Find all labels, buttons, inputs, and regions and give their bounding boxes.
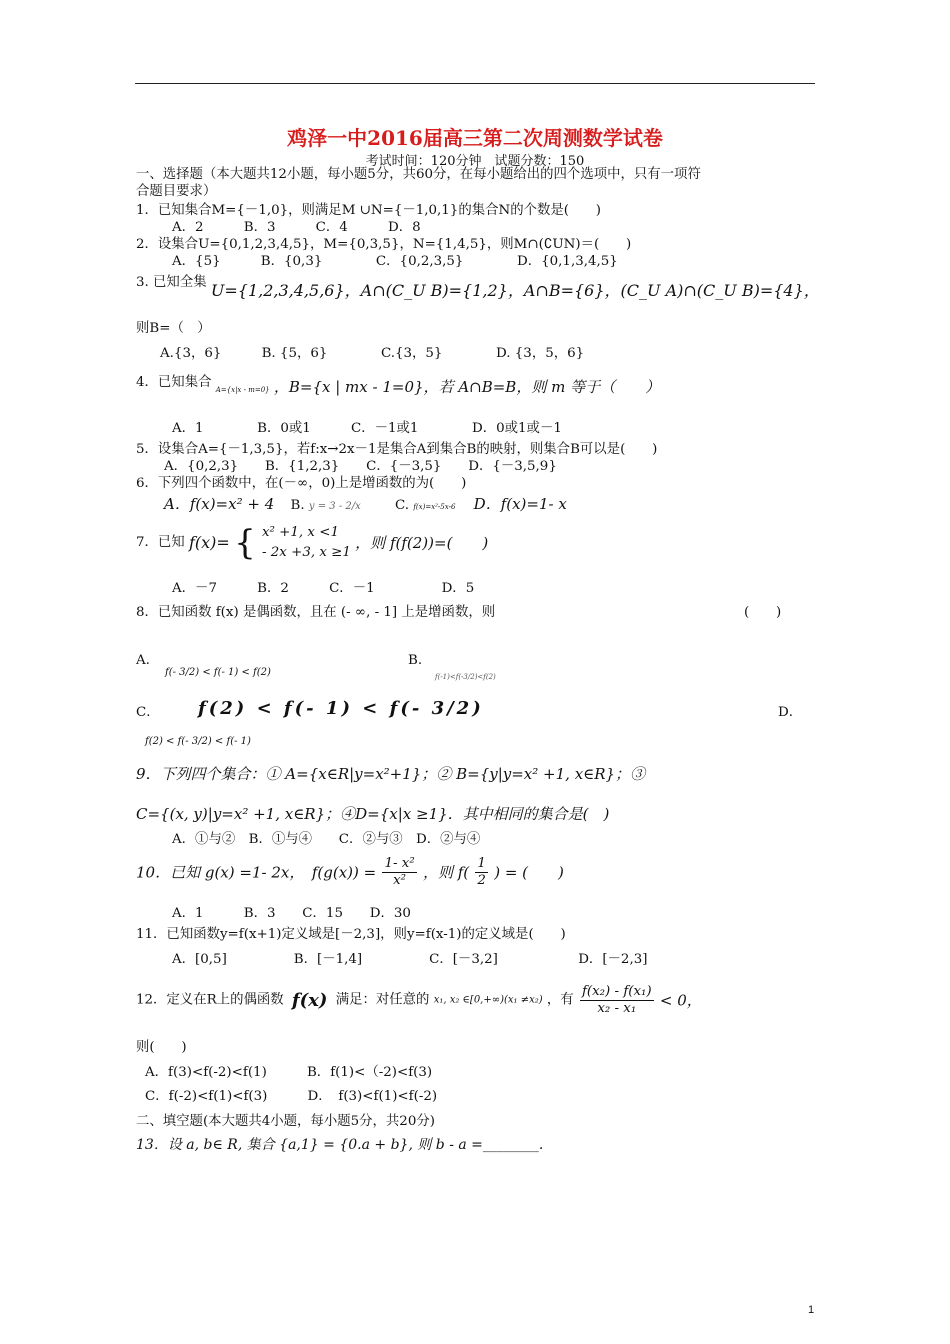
q6-optD: D．f(x)=1- x bbox=[473, 495, 567, 513]
q7-lead: 7．已知 bbox=[136, 535, 185, 550]
q1-options: A．2 B．3 C．4 D．8 bbox=[172, 220, 421, 235]
q8-optB-label: B. bbox=[408, 653, 423, 668]
q8-optD-label: D． bbox=[778, 705, 803, 720]
q6-options bbox=[164, 495, 567, 516]
q7-brace: { bbox=[234, 523, 256, 563]
section1-heading: 一、选择题（本大题共12小题，每小题5分，共60分，在每小题给出的四个选项中，只有一项符 bbox=[136, 167, 701, 182]
q6-stem: 6．下列四个函数中，在(－∞，0)上是增函数的为( ) bbox=[136, 476, 467, 491]
q7-stem bbox=[136, 523, 488, 563]
q12-stem bbox=[136, 984, 702, 1017]
q10-den2: 2 bbox=[477, 873, 486, 888]
q3-options: A.{3，6} B. {5，6} C.{3，5} D. {3，5，6} bbox=[160, 346, 585, 361]
q7-case2: - 2x +3, x ≥1 bbox=[261, 545, 351, 560]
q9-line1: 9．下列四个集合：① A={x∈R|y=x²+1}；② B={y|y=x² +1, x∈R}；③ bbox=[136, 765, 646, 783]
q7-cases bbox=[262, 523, 351, 563]
q2-stem: 2．设集合U={0,1,2,3,4,5}，M={0,3,5}，N={1,4,5}，则M∩(∁UN)＝( ) bbox=[136, 237, 632, 252]
q3-lead: 3. 已知全集 bbox=[136, 275, 207, 290]
section1-heading-cont: 合题目要求） bbox=[136, 184, 217, 199]
q12-options-cd: C．f(-2)<f(1)<f(3) D． f(3)<f(1)<f(-2) bbox=[145, 1089, 438, 1104]
q11-stem: 11．已知函数y=f(x+1)定义域是[－2,3]，则y=f(x-1)的定义域是( ) bbox=[136, 927, 566, 942]
q8-stem: 8．已知函数 f(x) 是偶函数，且在 (- ∞, - 1] 上是增函数，则 bbox=[136, 605, 496, 620]
q11-options: A．[0,5] B．[－1,4] C．[－3,2] D．[－2,3] bbox=[172, 952, 648, 967]
q4-mid: ，B={x | mx - 1=0}，若 A∩B=B，则 m 等于（ ） bbox=[273, 378, 661, 396]
q10-lead: 10．已知 g(x) =1- 2x， f(g(x)) = bbox=[136, 863, 377, 882]
q7-fx: f(x)= bbox=[188, 533, 230, 552]
q2-options: A．{5} B．{0,3} C．{0,2,3,5} D．{0,1,3,4,5} bbox=[172, 254, 618, 269]
q12-den: x₂ - x₁ bbox=[597, 1001, 637, 1016]
page-number: 1 bbox=[808, 1304, 815, 1316]
q13-stem: 13．设 a, b∈ R, 集合 {a,1} = {0.a + b}, 则 b - a =________. bbox=[136, 1137, 544, 1153]
q12-num: f(x₂) - f(x₁) bbox=[581, 984, 652, 999]
q7-tail: ，则 f(f(2))=( ) bbox=[355, 534, 489, 552]
q12-options-ab: A．f(3)<f(-2)<f(1) B．f(1)<（-2)<f(3) bbox=[145, 1065, 433, 1080]
q6-optA: A．f(x)=x² + 4 bbox=[164, 495, 275, 513]
header-rule bbox=[135, 83, 815, 84]
q12-cond: x₁, x₂ ∈[0,+∞)(x₁ ≠x₂) bbox=[433, 994, 543, 1006]
q10-tail: ) = ( ) bbox=[494, 863, 564, 882]
q8-paren: ( ) bbox=[744, 605, 782, 620]
q12-lead: 12．定义在R上的偶函数 bbox=[136, 992, 284, 1008]
q8-optC-label: C． bbox=[136, 705, 160, 720]
q9-line2: C={(x, y)|y=x² +1, x∈R}；④D={x|x ≥1}．其中相同的集合是( ) bbox=[136, 805, 610, 823]
q8-optC: f(2) < f(- 1) < f(- 3/2) bbox=[198, 698, 484, 719]
q12-fraction bbox=[580, 984, 654, 1017]
q10-num2: 1 bbox=[477, 856, 486, 871]
q12-you: ，有 bbox=[546, 992, 574, 1008]
q7-case1: x² +1, x <1 bbox=[261, 525, 339, 540]
q4-stem bbox=[136, 372, 661, 396]
q1-stem: 1．已知集合M={－1,0}，则满足M ∪N={－1,0,1}的集合N的个数是( ) bbox=[136, 203, 601, 218]
q6-optB-label: B. bbox=[290, 498, 305, 513]
q6-optC: f(x)=x²-5x-6 bbox=[413, 503, 456, 511]
q10-half bbox=[475, 856, 488, 889]
q12-mid: 满足：对任意的 bbox=[335, 992, 430, 1008]
q10-stem bbox=[136, 856, 564, 889]
q3-math: U={1,2,3,4,5,6}，A∩(C_U B)={1,2}，A∩B={6}，(C_U A)∩(C_U B)={4}， bbox=[210, 281, 820, 300]
q12-fx: f(x) bbox=[291, 989, 328, 1011]
q3-then: 则B=（ ） bbox=[136, 321, 211, 336]
q8-optA-label: A. bbox=[136, 653, 150, 668]
q8-optB: f(-1)<f(-3/2)<f(2) bbox=[435, 673, 496, 681]
q6-optB: y = 3 - 2/x bbox=[308, 501, 361, 512]
q10-options: A．1 B．3 C．15 D．30 bbox=[172, 906, 411, 921]
exam-info: 考试时间：120分钟 试题分数：150 bbox=[365, 154, 585, 169]
q12-then: 则( ) bbox=[136, 1040, 187, 1055]
q10-num: 1- x² bbox=[384, 856, 415, 871]
q10-den: x² bbox=[393, 873, 407, 888]
q10-mid: ，则 f( bbox=[422, 863, 470, 882]
q5-options: A．{0,2,3} B．{1,2,3} C．{－3,5} D．{－3,5,9} bbox=[164, 459, 557, 474]
q10-fraction bbox=[382, 856, 416, 889]
q6-optC-label: C. bbox=[395, 498, 410, 513]
q8-optD: f(2) < f(- 3/2) < f(- 1) bbox=[145, 736, 251, 747]
q9-options: A．①与② B．①与④ C．②与③ D．②与④ bbox=[172, 832, 481, 847]
q5-stem: 5．设集合A={－1,3,5}，若f:x→2x－1是集合A到集合B的映射，则集合B可以是( ) bbox=[136, 442, 658, 457]
q4-setA: A={x|x - m=0} bbox=[215, 386, 270, 394]
q8-optA: f(- 3/2) < f(- 1) < f(2) bbox=[165, 667, 271, 678]
q3-stem bbox=[136, 272, 820, 300]
q4-lead: 4．已知集合 bbox=[136, 375, 212, 390]
q7-options: A．－7 B．2 C．－1 D．5 bbox=[172, 581, 475, 596]
page-title: 鸡泽一中2016届高三第二次周测数学试卷 bbox=[287, 126, 663, 150]
q12-tail: < 0， bbox=[659, 991, 702, 1010]
section2-heading: 二、填空题(本大题共4小题，每小题5分，共20分) bbox=[136, 1114, 435, 1129]
q4-options: A．1 B．0或1 C．－1或1 D．0或1或－1 bbox=[172, 421, 562, 436]
